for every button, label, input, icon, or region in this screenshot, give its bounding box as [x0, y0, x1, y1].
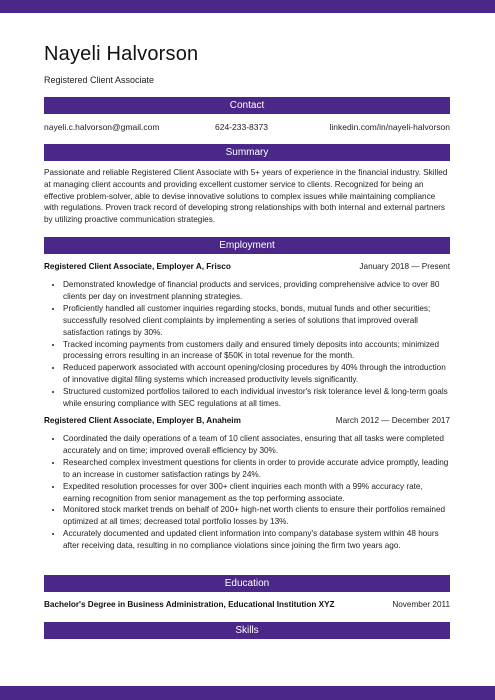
candidate-title: Registered Client Associate — [44, 75, 155, 85]
summary-text: Passionate and reliable Registered Client Associate with 5+ years of experience in the financial industry. Skilled at managing client accounts and providing excellent customer service to clients. Recognized for being an effective problem-solver, able to devise innovative solutions to complex issues while maintaining compliance with regulations. Proven track record of developing strong relationships with both internal and external partners by utilizing proactive communication strategies. — [44, 168, 448, 225]
skills-section-header: Skills — [44, 622, 450, 639]
job-title: Registered Client Associate, Employer A, Frisco — [44, 262, 231, 271]
top-accent-bar — [0, 0, 495, 13]
job-bullet: • Reduced paperwork associated with account opening/closing procedures by 40% through the introduction of innovative digital filing systems which increased productivity levels significantly. — [63, 362, 450, 386]
summary-section-header: Summary — [44, 144, 450, 161]
employment-section-header: Employment — [44, 237, 450, 254]
job-bullet: • Coordinated the daily operations of a team of 10 client associates, ensuring that all tasks were completed accurately and on time; improved overall efficiency by 30%. — [63, 433, 450, 457]
bottom-accent-bar — [0, 686, 495, 700]
job-bullet: • Monitored stock market trends on behalf of 200+ high-net worth clients to ensure their portfolios remained optimized at all times; decreased total portfolio losses by 13%. — [63, 504, 450, 528]
linkedin-link[interactable]: linkedin.com/in/nayeli-halvorson — [329, 122, 450, 132]
candidate-name: Nayeli Halvorson — [44, 43, 199, 65]
job-dates: January 2018 — Present — [359, 262, 450, 271]
job-dates: March 2012 — December 2017 — [335, 416, 450, 425]
job-bullet: • Structured customized portfolios tailored to each individual investor's risk tolerance level & long-term goals while ensuring compliance with SEC regulations at all times. — [63, 386, 450, 410]
job-bullet-list — [44, 433, 450, 552]
phone-number: 624-233-8373 — [215, 122, 268, 132]
job-bullet: • Proficiently handled all customer inquiries regarding stocks, bonds, mutual funds and other securities; successfully resolved client complaints by implementing a series of solutions that improved overall satisfaction ratings by 30%. — [63, 303, 450, 339]
job-bullet-list — [44, 279, 450, 410]
education-section-header: Education — [44, 575, 450, 592]
job-bullet: • Expedited resolution processes for over 300+ client inquiries each month with a 99% accuracy rate, earning recognition from senior management as the top performing associate. — [63, 481, 450, 505]
contact-section-header: Contact — [44, 97, 450, 114]
job-title: Registered Client Associate, Employer B, Anaheim — [44, 416, 241, 425]
job-bullet: • Researched complex investment questions for clients in order to provide accurate advice promptly, leading to an increase in customer satisfaction ratings by 24%. — [63, 457, 450, 481]
job-bullet: • Demonstrated knowledge of financial products and services, providing comprehensive advice to over 80 clients per day on investment planning strategies. — [63, 279, 450, 303]
degree: Bachelor's Degree in Business Administration, Educational Institution XYZ — [44, 600, 335, 609]
graduation-date: November 2011 — [392, 600, 450, 609]
job-bullet: • Tracked incoming payments from customers daily and ensured timely deposits into accounts; minimized processing errors resulting in an increase of $50K in total revenue for the month. — [63, 339, 450, 363]
job-bullet: • Accurately documented and updated client information into company's database system within 48 hours after receiving data, resulting in no compliance violations since joining the firm two years ago. — [63, 528, 450, 552]
email-link[interactable]: nayeli.c.halvorson@gmail.com — [44, 122, 160, 132]
